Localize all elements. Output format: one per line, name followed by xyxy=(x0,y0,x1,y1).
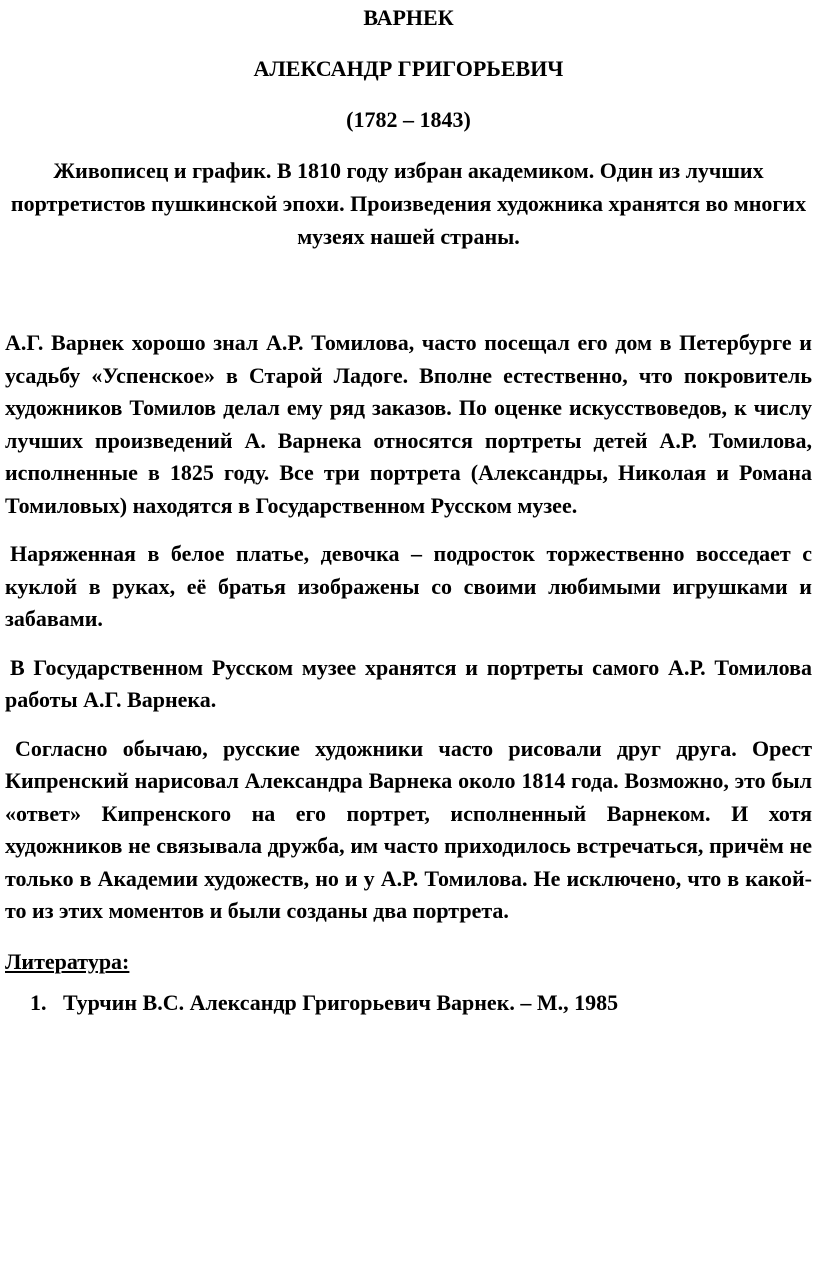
body-paragraph-2: Наряженная в белое платье, девочка – подросток торжественно восседает с куклой в руках, её братья изображены со своими любимыми игрушками и забавами. xyxy=(5,541,812,631)
literature-heading: Литература: xyxy=(5,948,130,974)
body-paragraph-1: А.Г. Варнек хорошо знал А.Р. Томилова, часто посещал его дом в Петербурге и усадьбу «Успенское» в Старой Ладоге. Вполне естественно, что покровитель художников Томилов делал ему ряд заказов. По оценке искусствоведов, к числу лучших произведений А. Варнека относятся портреты детей А.Р. Томилова, исполненные в 1825 году. Все три портрета (Александры, Николая и Романа Томиловых) находятся в Государственном Русском музее. xyxy=(5,330,812,518)
literature-list xyxy=(5,988,812,1018)
intro-paragraph: Живописец и график. В 1810 году избран академиком. Один из лучших портретистов пушкинской эпохи. Произведения художника хранятся во многих музеях нашей страны. xyxy=(10,158,807,249)
body-paragraph-3: В Государственном Русском музее хранятся и портреты самого А.Р. Томилова работы А.Г. Варнека. xyxy=(5,654,812,712)
artist-full-name: АЛЕКСАНДР ГРИГОРЬЕВИЧ xyxy=(253,56,564,81)
literature-item-number: 1. xyxy=(30,989,47,1015)
artist-surname: ВАРНЕК xyxy=(363,5,454,30)
body-paragraph-4: Согласно обычаю, русские художники часто рисовали друг друга. Орест Кипренский нарисовал Александра Варнека около 1814 года. Возможно, это был «ответ» Кипренского на его портрет, исполненный Варнеком. И хотя художников не связывала дружба, им часто приходилось встречаться, причём не только в Академии художеств, но и у А.Р. Томилова. Не исключено, что в какой-то из этих моментов и были созданы два портрета. xyxy=(5,735,812,923)
literature-item-text: Турчин В.С. Александр Григорьевич Варнек. – М., 1985 xyxy=(63,989,619,1015)
literature-item xyxy=(5,988,812,1018)
artist-years: (1782 – 1843) xyxy=(346,107,471,132)
